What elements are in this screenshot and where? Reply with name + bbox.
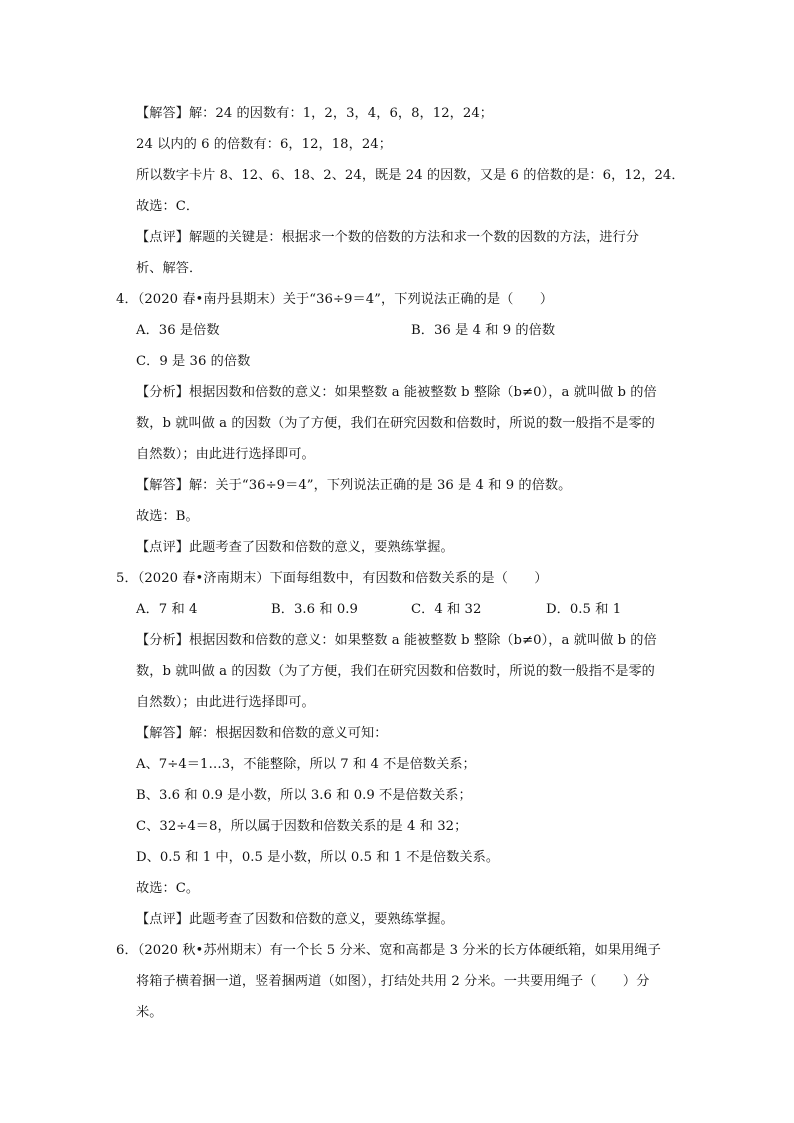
question-6-line: 将箱子横着捆一道，竖着捆两道（如图），打结处共用 2 分米。一共要用绳子（ ）分 — [136, 974, 650, 989]
option-d: D．0.5 和 1 — [546, 602, 622, 617]
question-6-title: 6．（2020 秋•苏州期末）有一个长 5 分米、宽和高都是 3 分米的长方体硬纸箱，如果用绳子 — [116, 943, 661, 958]
comment-line: 【点评】解题的关键是：根据求一个数的倍数的方法和求一个数的因数的方法，进行分 — [136, 230, 640, 245]
option-c: C．9 是 36 的倍数 — [136, 354, 251, 369]
answer-line: 24 以内的 6 的倍数有：6，12，18，24； — [136, 137, 392, 152]
analysis-line: 自然数）；由此进行选择即可。 — [136, 447, 315, 462]
analysis-line: 【分析】根据因数和倍数的意义：如果整数 a 能被整数 b 整除（b≠0），a 就叫做 b 的倍 — [136, 633, 657, 648]
analysis-line: 数，b 就叫做 a 的因数（为了方便，我们在研究因数和倍数时，所说的数一般指不是零的 — [136, 416, 655, 431]
comment-line: 【点评】此题考查了因数和倍数的意义，要熟练掌握。 — [136, 912, 454, 927]
analysis-line: 【分析】根据因数和倍数的意义：如果整数 a 能被整数 b 整除（b≠0），a 就叫做 b 的倍 — [136, 385, 657, 400]
question-4-title: 4．（2020 春•南丹县期末）关于“36÷9＝4”，下列说法正确的是（ ） — [116, 292, 554, 307]
option-a: A．7 和 4 — [136, 602, 198, 617]
answer-line: 【解答】解：24 的因数有：1，2，3，4，6，8，12，24； — [136, 106, 494, 121]
answer-line: 所以数字卡片 8、12、6、18、2、24，既是 24 的因数，又是 6 的倍数的是：6，12，24． — [136, 168, 685, 183]
option-a: A．36 是倍数 — [136, 323, 220, 338]
answer-line: 【解答】解：根据因数和倍数的意义可知： — [136, 726, 388, 741]
question-6-line: 米。 — [136, 1005, 163, 1020]
analysis-line: 自然数）；由此进行选择即可。 — [136, 695, 315, 710]
comment-line: 【点评】此题考查了因数和倍数的意义，要熟练掌握。 — [136, 540, 454, 555]
comment-line: 析、解答． — [136, 261, 203, 276]
choice-line: 故选：B。 — [136, 509, 199, 524]
answer-line: 【解答】解：关于“36÷9＝4”，下列说法正确的是 36 是 4 和 9 的倍数。 — [136, 478, 572, 493]
option-b: B．36 是 4 和 9 的倍数 — [411, 323, 556, 338]
answer-line: A、7÷4＝1…3，不能整除，所以 7 和 4 不是倍数关系； — [136, 757, 476, 772]
analysis-line: 数，b 就叫做 a 的因数（为了方便，我们在研究因数和倍数时，所说的数一般指不是零的 — [136, 664, 655, 679]
choice-line: 故选：C． — [136, 199, 200, 214]
question-5-title: 5．（2020 春•济南期末）下面每组数中，有因数和倍数关系的是（ ） — [116, 571, 548, 586]
option-b: B．3.6 和 0.9 — [271, 602, 358, 617]
answer-line: C、32÷4＝8，所以属于因数和倍数关系的是 4 和 32； — [136, 819, 468, 834]
choice-line: 故选：C。 — [136, 881, 200, 896]
option-c: C．4 和 32 — [411, 602, 482, 617]
answer-line: B、3.6 和 0.9 是小数，所以 3.6 和 0.9 不是倍数关系； — [136, 788, 472, 803]
answer-line: D、0.5 和 1 中，0.5 是小数，所以 0.5 和 1 不是倍数关系。 — [136, 850, 500, 865]
